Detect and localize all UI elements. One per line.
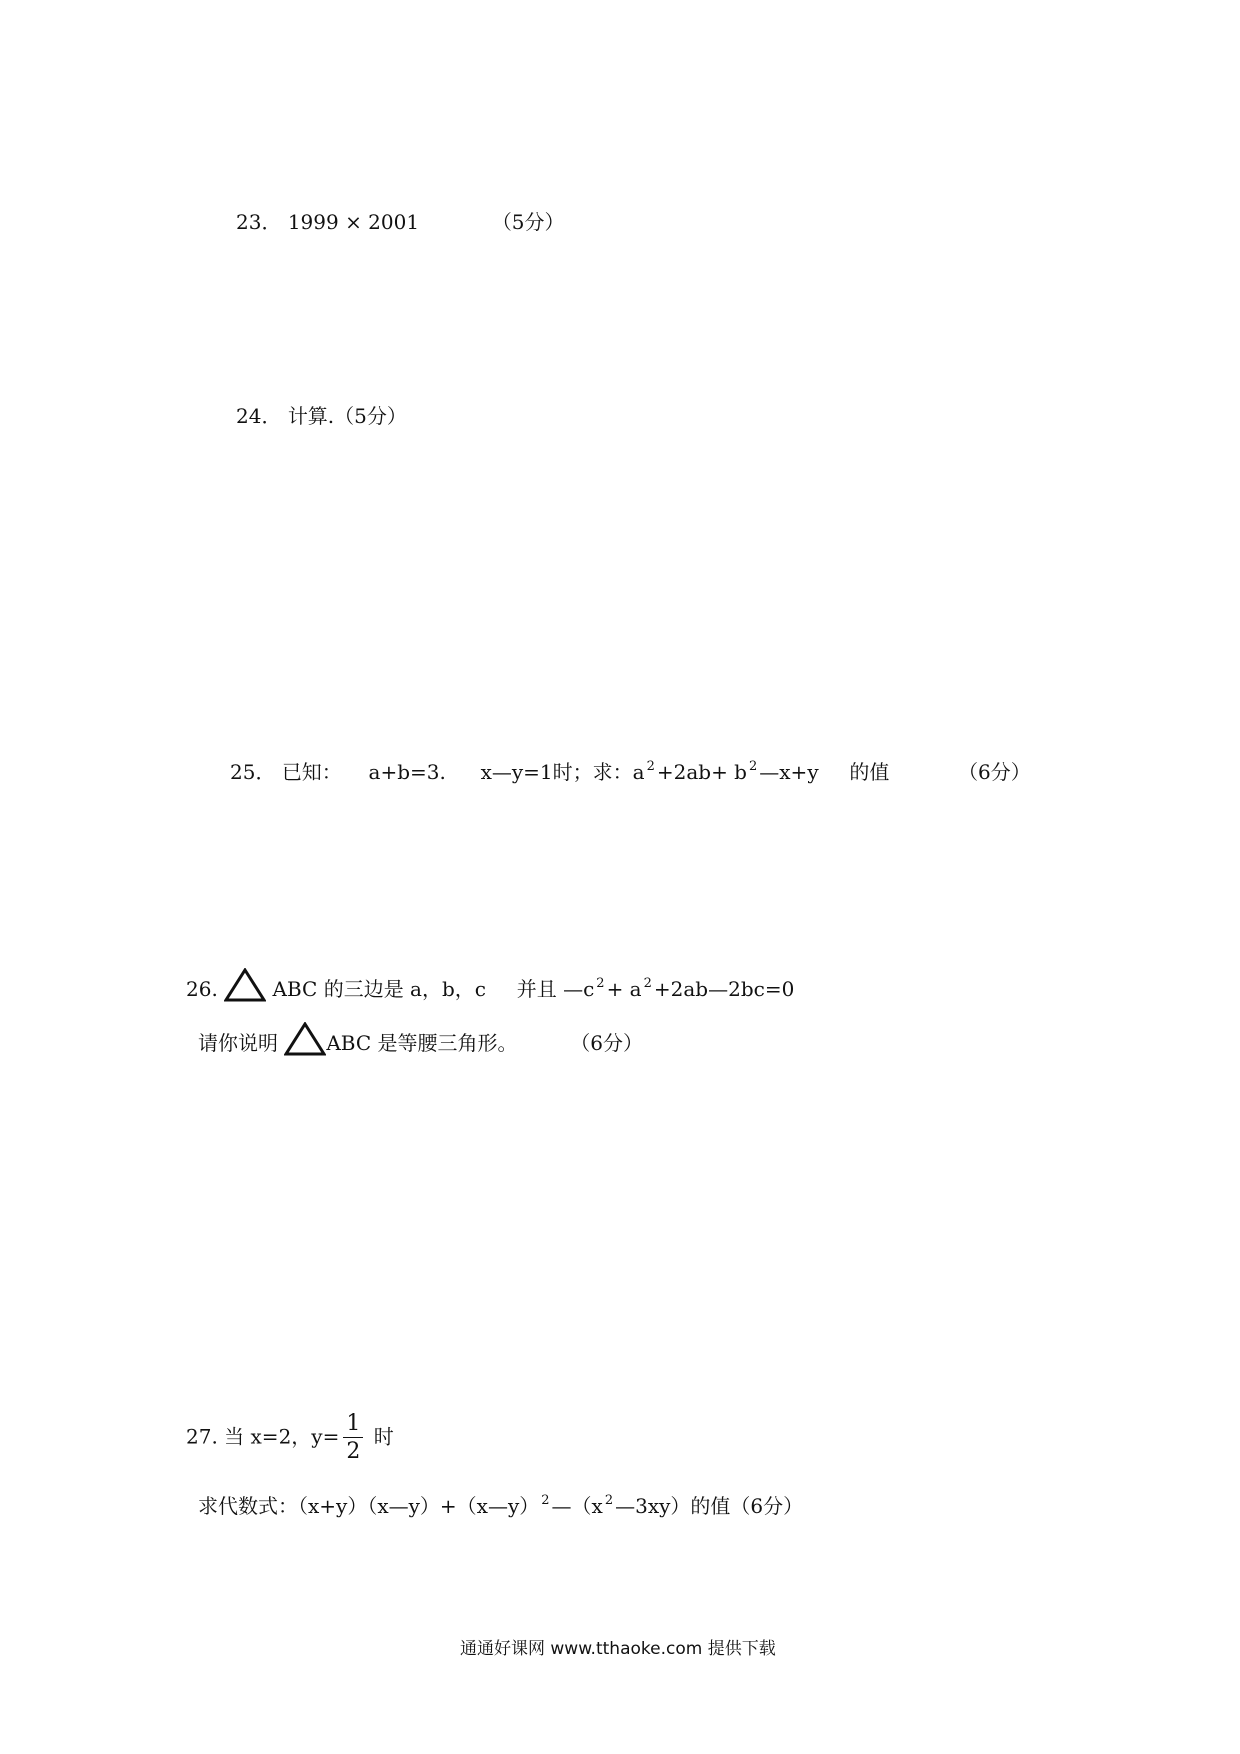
page-footer (460, 1638, 776, 1660)
term-tail: —x+y (759, 760, 819, 784)
question-27-expression (198, 1494, 803, 1518)
question-number: 26. (186, 977, 218, 1001)
exponent: 2 (541, 1493, 550, 1508)
question-text: 计算.（5分） (287, 404, 407, 428)
exponent: 2 (749, 759, 758, 774)
exponent: 2 (596, 976, 605, 991)
question-number: 24． (236, 404, 282, 428)
triangle-icon (284, 1022, 326, 1056)
question-score: （6分） (958, 760, 1031, 784)
given-condition-2: x—y=1时；求： (480, 760, 633, 784)
question-expression: 1999 × 2001 (287, 210, 420, 234)
prompt-conclusion: ABC 是等腰三角形。 (326, 1031, 518, 1055)
footer-text: 通通好课网 www.tthaoke.com 提供下载 (460, 1639, 776, 1659)
question-25 (230, 760, 1031, 784)
fraction (343, 1412, 363, 1464)
question-26-prompt (198, 1022, 643, 1056)
exponent: 2 (643, 976, 652, 991)
condition-end: +2ab—2bc=0 (653, 977, 795, 1001)
term-a: a (632, 760, 645, 784)
question-score: （5分） (491, 210, 565, 234)
triangle-sides-text: ABC 的三边是 a，b，c (272, 977, 486, 1001)
condition-start: 并且 —c (516, 977, 595, 1001)
expression-end: —3xy）的值（6分） (615, 1494, 804, 1518)
question-27 (186, 1412, 394, 1464)
question-24 (236, 404, 407, 428)
expression-start: 求代数式：（x+y）（x—y）+（x—y） (198, 1494, 540, 1518)
condition-suffix: 时 (373, 1424, 394, 1449)
prompt-text: 请你说明 (198, 1031, 278, 1055)
expression-mid: —（x (551, 1494, 603, 1518)
question-number: 23． (236, 210, 282, 234)
condition-text: 当 x=2，y= (224, 1424, 340, 1449)
value-of-label: 的值 (849, 760, 890, 784)
term-mid: +2ab+ b (656, 760, 747, 784)
question-number: 27. (186, 1424, 218, 1449)
exponent: 2 (646, 759, 655, 774)
given-label: 已知： (281, 760, 342, 784)
fraction-denominator: 2 (346, 1439, 361, 1464)
fraction-numerator: 1 (343, 1412, 363, 1438)
question-number: 25． (230, 760, 276, 784)
question-23 (236, 210, 565, 234)
question-score: （6分） (570, 1031, 643, 1055)
exponent: 2 (604, 1493, 614, 1508)
question-26 (186, 968, 794, 1002)
triangle-icon (224, 968, 266, 1002)
condition-mid: + a (606, 977, 642, 1001)
given-condition-1: a+b=3. (368, 760, 446, 784)
